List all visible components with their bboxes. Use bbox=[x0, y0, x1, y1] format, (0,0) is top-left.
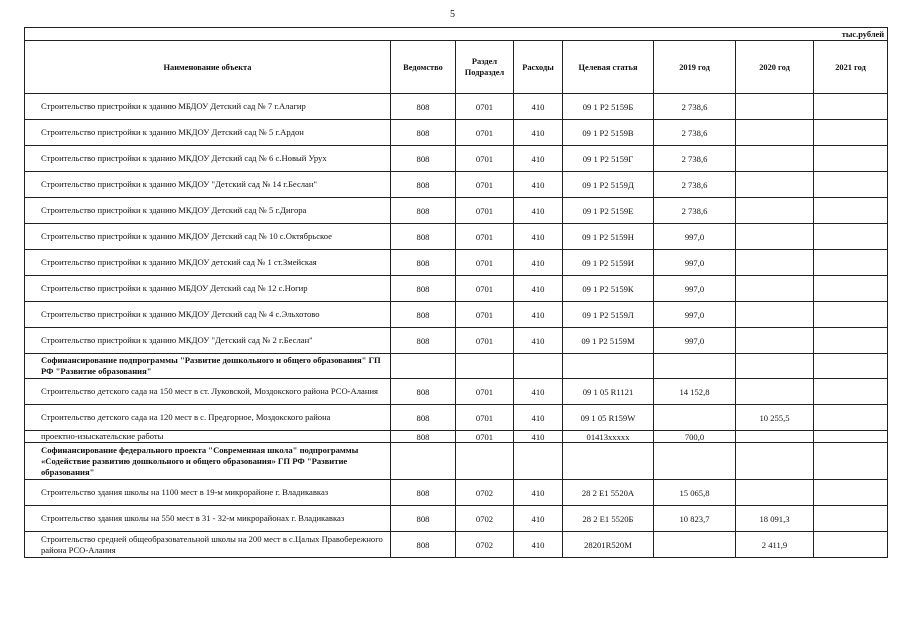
cell-y2019: 2 738,6 bbox=[654, 120, 736, 146]
cell-dept: 808 bbox=[391, 146, 456, 172]
header-2021: 2021 год bbox=[814, 41, 888, 94]
table-row bbox=[25, 172, 888, 198]
cell-y2021 bbox=[814, 224, 888, 250]
cell-expense: 410 bbox=[514, 146, 563, 172]
cell-y2021 bbox=[814, 120, 888, 146]
cell-expense: 410 bbox=[514, 120, 563, 146]
cell-y2019: 700,0 bbox=[654, 431, 736, 443]
header-expense: Расходы bbox=[514, 41, 563, 94]
cell-y2020 bbox=[736, 250, 814, 276]
cell-section: 0701 bbox=[456, 146, 514, 172]
header-2020: 2020 год bbox=[736, 41, 814, 94]
cell-y2019 bbox=[654, 405, 736, 431]
cell-dept: 808 bbox=[391, 328, 456, 354]
empty-cell bbox=[654, 354, 736, 379]
empty-cell bbox=[654, 443, 736, 480]
cell-dept: 808 bbox=[391, 480, 456, 506]
cell-expense: 410 bbox=[514, 532, 563, 558]
cell-y2019: 997,0 bbox=[654, 276, 736, 302]
cell-section: 0702 bbox=[456, 532, 514, 558]
cell-article: 28 2 E1 5520Б bbox=[563, 506, 654, 532]
cell-dept: 808 bbox=[391, 431, 456, 443]
cell-name: Строительство пристройки к зданию МКДОУ Детский сад № 5 г.Ардон bbox=[25, 120, 391, 146]
cell-section: 0702 bbox=[456, 480, 514, 506]
cell-y2019: 997,0 bbox=[654, 224, 736, 250]
cell-article: 01413xxxxx bbox=[563, 431, 654, 443]
cell-section: 0701 bbox=[456, 250, 514, 276]
table-row bbox=[25, 532, 888, 558]
header-article: Целевая статья bbox=[563, 41, 654, 94]
table-row bbox=[25, 224, 888, 250]
cell-section: 0701 bbox=[456, 224, 514, 250]
cell-expense: 410 bbox=[514, 198, 563, 224]
cell-y2019 bbox=[654, 532, 736, 558]
table-row bbox=[25, 480, 888, 506]
cell-section: 0701 bbox=[456, 302, 514, 328]
units-label: тыс.рублей bbox=[25, 28, 888, 41]
cell-article: 09 1 Р2 5159К bbox=[563, 276, 654, 302]
budget-table bbox=[24, 27, 888, 558]
cell-y2020: 18 091,3 bbox=[736, 506, 814, 532]
table-row bbox=[25, 506, 888, 532]
cell-y2021 bbox=[814, 379, 888, 405]
cell-section: 0701 bbox=[456, 379, 514, 405]
table-row bbox=[25, 379, 888, 405]
cell-y2020 bbox=[736, 302, 814, 328]
cell-article: 09 1 Р2 5159М bbox=[563, 328, 654, 354]
cell-expense: 410 bbox=[514, 172, 563, 198]
cell-y2020 bbox=[736, 198, 814, 224]
cell-dept: 808 bbox=[391, 379, 456, 405]
cell-y2021 bbox=[814, 431, 888, 443]
cell-y2021 bbox=[814, 328, 888, 354]
cell-section: 0701 bbox=[456, 198, 514, 224]
cell-y2020 bbox=[736, 379, 814, 405]
group-header-row bbox=[25, 443, 888, 480]
cell-article: 09 1 Р2 5159Н bbox=[563, 224, 654, 250]
cell-y2020: 10 255,5 bbox=[736, 405, 814, 431]
table-row bbox=[25, 328, 888, 354]
cell-y2020 bbox=[736, 172, 814, 198]
cell-article: 09 1 Р2 5159Г bbox=[563, 146, 654, 172]
table-row bbox=[25, 146, 888, 172]
cell-dept: 808 bbox=[391, 532, 456, 558]
cell-name: проектно-изыскательские работы bbox=[25, 431, 391, 443]
cell-name: Строительство пристройки к зданию МКДОУ Детский сад № 5 г.Дигора bbox=[25, 198, 391, 224]
cell-y2019: 14 152,8 bbox=[654, 379, 736, 405]
header-2019: 2019 год bbox=[654, 41, 736, 94]
cell-y2021 bbox=[814, 480, 888, 506]
header-section: Раздел Подраздел bbox=[456, 41, 514, 94]
table-row bbox=[25, 198, 888, 224]
cell-dept: 808 bbox=[391, 172, 456, 198]
cell-y2021 bbox=[814, 405, 888, 431]
empty-cell bbox=[736, 443, 814, 480]
cell-y2020 bbox=[736, 146, 814, 172]
cell-article: 09 1 Р2 5159Д bbox=[563, 172, 654, 198]
cell-y2020 bbox=[736, 276, 814, 302]
cell-dept: 808 bbox=[391, 302, 456, 328]
cell-y2021 bbox=[814, 250, 888, 276]
cell-y2019: 2 738,6 bbox=[654, 94, 736, 120]
cell-article: 09 1 05 R159W bbox=[563, 405, 654, 431]
cell-article: 09 1 Р2 5159И bbox=[563, 250, 654, 276]
cell-expense: 410 bbox=[514, 94, 563, 120]
cell-dept: 808 bbox=[391, 94, 456, 120]
cell-y2019: 2 738,6 bbox=[654, 146, 736, 172]
table-row bbox=[25, 94, 888, 120]
cell-y2020 bbox=[736, 224, 814, 250]
empty-cell bbox=[391, 354, 456, 379]
cell-y2020 bbox=[736, 120, 814, 146]
cell-section: 0701 bbox=[456, 276, 514, 302]
table-row bbox=[25, 405, 888, 431]
cell-name: Строительство пристройки к зданию МКДОУ Детский сад № 4 с.Эльхотово bbox=[25, 302, 391, 328]
table-row bbox=[25, 250, 888, 276]
header-name: Наименование объекта bbox=[25, 41, 391, 94]
cell-y2020 bbox=[736, 480, 814, 506]
cell-y2021 bbox=[814, 172, 888, 198]
cell-expense: 410 bbox=[514, 405, 563, 431]
cell-y2021 bbox=[814, 198, 888, 224]
cell-article: 09 1 Р2 5159В bbox=[563, 120, 654, 146]
cell-y2019: 2 738,6 bbox=[654, 198, 736, 224]
cell-article: 09 1 Р2 5159Л bbox=[563, 302, 654, 328]
cell-name: Строительство пристройки к зданию МБДОУ Детский сад № 12 с.Ногир bbox=[25, 276, 391, 302]
cell-name: Строительство пристройки к зданию МКДОУ "Детский сад № 14 г.Беслан" bbox=[25, 172, 391, 198]
empty-cell bbox=[514, 354, 563, 379]
cell-name: Строительство детского сада на 150 мест в ст. Луковской, Моздокского района РСО-Алания bbox=[25, 379, 391, 405]
page-number: 5 bbox=[450, 9, 455, 20]
cell-dept: 808 bbox=[391, 250, 456, 276]
cell-y2019: 15 065,8 bbox=[654, 480, 736, 506]
cell-name: Строительство пристройки к зданию МКДОУ Детский сад № 10 с.Октябрьское bbox=[25, 224, 391, 250]
empty-cell bbox=[563, 443, 654, 480]
cell-expense: 410 bbox=[514, 224, 563, 250]
cell-expense: 410 bbox=[514, 506, 563, 532]
cell-name: Строительство средней общеобразовательной школы на 200 мест в с.Цалых Правобережного района РСО-Алания bbox=[25, 532, 391, 558]
cell-name: Строительство пристройки к зданию МБДОУ Детский сад № 7 г.Алагир bbox=[25, 94, 391, 120]
cell-section: 0701 bbox=[456, 120, 514, 146]
empty-cell bbox=[814, 443, 888, 480]
cell-expense: 410 bbox=[514, 302, 563, 328]
empty-cell bbox=[514, 443, 563, 480]
cell-expense: 410 bbox=[514, 276, 563, 302]
cell-y2021 bbox=[814, 276, 888, 302]
cell-y2021 bbox=[814, 506, 888, 532]
empty-cell bbox=[456, 443, 514, 480]
cell-y2020 bbox=[736, 431, 814, 443]
cell-dept: 808 bbox=[391, 405, 456, 431]
cell-y2019: 10 823,7 bbox=[654, 506, 736, 532]
cell-section: 0701 bbox=[456, 172, 514, 198]
group-header-row bbox=[25, 354, 888, 379]
cell-expense: 410 bbox=[514, 328, 563, 354]
header-row bbox=[25, 41, 888, 94]
cell-article: 09 1 05 R1121 bbox=[563, 379, 654, 405]
group-title: Софинансирование подпрограммы "Развитие дошкольного и общего образования" ГП РФ "Развитие образования" bbox=[25, 354, 391, 379]
cell-expense: 410 bbox=[514, 379, 563, 405]
units-row bbox=[25, 28, 888, 41]
cell-y2020 bbox=[736, 328, 814, 354]
empty-cell bbox=[391, 443, 456, 480]
cell-y2021 bbox=[814, 302, 888, 328]
cell-section: 0701 bbox=[456, 405, 514, 431]
empty-cell bbox=[736, 354, 814, 379]
cell-article: 28201R520M bbox=[563, 532, 654, 558]
cell-y2019: 2 738,6 bbox=[654, 172, 736, 198]
cell-article: 28 2 E1 5520А bbox=[563, 480, 654, 506]
cell-dept: 808 bbox=[391, 120, 456, 146]
cell-dept: 808 bbox=[391, 276, 456, 302]
cell-dept: 808 bbox=[391, 198, 456, 224]
cell-y2021 bbox=[814, 532, 888, 558]
cell-article: 09 1 Р2 5159Б bbox=[563, 94, 654, 120]
table-row bbox=[25, 431, 888, 443]
cell-y2021 bbox=[814, 146, 888, 172]
cell-y2021 bbox=[814, 94, 888, 120]
cell-dept: 808 bbox=[391, 506, 456, 532]
empty-cell bbox=[814, 354, 888, 379]
cell-y2020: 2 411,9 bbox=[736, 532, 814, 558]
cell-expense: 410 bbox=[514, 480, 563, 506]
cell-section: 0701 bbox=[456, 431, 514, 443]
cell-name: Строительство пристройки к зданию МКДОУ детский сад № 1 ст.Змейская bbox=[25, 250, 391, 276]
cell-name: Строительство пристройки к зданию МКДОУ Детский сад № 6 с.Новый Урух bbox=[25, 146, 391, 172]
cell-expense: 410 bbox=[514, 250, 563, 276]
cell-section: 0702 bbox=[456, 506, 514, 532]
cell-section: 0701 bbox=[456, 94, 514, 120]
cell-name: Строительство здания школы на 1100 мест в 19-м микрорайоне г. Владикавказ bbox=[25, 480, 391, 506]
header-dept: Ведомство bbox=[391, 41, 456, 94]
cell-y2020 bbox=[736, 94, 814, 120]
empty-cell bbox=[456, 354, 514, 379]
table-row bbox=[25, 302, 888, 328]
cell-y2019: 997,0 bbox=[654, 250, 736, 276]
cell-y2019: 997,0 bbox=[654, 302, 736, 328]
cell-name: Строительство здания школы на 550 мест в 31 - 32-м микрорайонах г. Владикавказ bbox=[25, 506, 391, 532]
cell-section: 0701 bbox=[456, 328, 514, 354]
cell-dept: 808 bbox=[391, 224, 456, 250]
empty-cell bbox=[563, 354, 654, 379]
cell-name: Строительство детского сада на 120 мест в с. Предгорное, Моздокского района bbox=[25, 405, 391, 431]
cell-article: 09 1 Р2 5159Е bbox=[563, 198, 654, 224]
group-title: Софинансирование федерального проекта "Современная школа" подпрограммы «Содействие развитию дошкольного и общего образования» ГП РФ "Развитие образования" bbox=[25, 443, 391, 480]
cell-y2019: 997,0 bbox=[654, 328, 736, 354]
table-row bbox=[25, 276, 888, 302]
cell-expense: 410 bbox=[514, 431, 563, 443]
cell-name: Строительство пристройки к зданию МКДОУ "Детский сад № 2 г.Беслан" bbox=[25, 328, 391, 354]
table-row bbox=[25, 120, 888, 146]
